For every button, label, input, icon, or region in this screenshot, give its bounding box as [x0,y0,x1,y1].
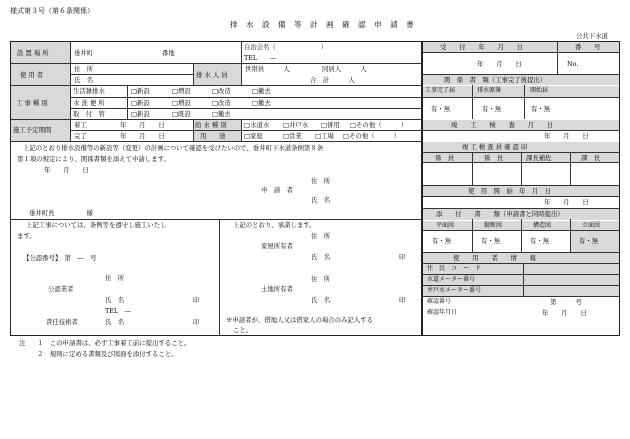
land-owner-addr: 住 所 [311,275,331,283]
doc-col-ledger: 排水原簿 [477,87,502,94]
checkbox-new[interactable]: □新設 [131,99,150,107]
contractor-cert: 【公認番号】 第 ― 号 [23,254,97,262]
site-tel: TEL ― [244,54,277,62]
attach-col-structure: 構造図 [533,222,552,229]
doc-col-completion: 工事完了届 [425,87,456,94]
yes-no-toggle[interactable]: 有・無 [432,237,452,245]
checkbox-business[interactable]: □営業 [283,132,302,140]
house-owner-label: 家屋所有者 [261,242,293,250]
site-banchi: 番地 [162,49,175,57]
schedule-end-date: 年 月 日 [120,132,165,140]
land-owner-label: 土地所有者 [261,285,293,293]
checkbox-extend[interactable]: □増設 [172,87,191,95]
contractor-company: 公認業者 [48,285,74,293]
engineer-label: 責任技術者 [46,318,78,326]
role-chief: 係 長 [484,154,504,162]
form-title: 排 水 設 備 等 計 画 確 認 申 請 書 [230,20,417,29]
checkbox-well-water[interactable]: □井戸水 [283,121,309,129]
apply-date: 年 月 日 [44,166,89,174]
water-meter-label: 水道メーター番号 [427,276,476,283]
confirm-no-label: 確認番号 [427,298,452,305]
apply-text-line1: 上記のとおり排水設備等の新設等（変更）の計画について確認を受けたいので、垂井町下水道条例第８条 [23,144,324,152]
checkbox-remove[interactable]: □撤去 [252,87,271,95]
start-date: 年 月 日 [544,198,589,206]
yes-no-toggle[interactable]: 有・無 [579,237,599,245]
contractor-text-line1: 上記工事については、条例等を遵守し施工いたし [26,221,167,229]
role-staff: 係 員 [435,154,455,162]
site-label: 設 置 場 所 [17,49,49,57]
receipt-no: No. [567,60,579,68]
applicant-label: 申 請 者 [261,186,293,194]
contractor-name: 氏 名 [105,296,125,304]
attach-header: 添 付 書 類（申請書と同時提出） [436,210,564,218]
applicant-addr: 住 所 [311,177,331,185]
engineer-seal: 印 [193,318,200,326]
schedule-start: 着工 [74,121,87,129]
house-owner-seal: 印 [399,253,406,261]
well-meter-label: 井戸水メーター番号 [427,287,482,294]
form-number: 様式第３号（第６条関係） [10,7,94,15]
checkbox-other[interactable]: □その他（ ） [343,132,401,140]
drain-count-label: 排 水 人 員 [196,71,228,79]
receipt-date-header: 受 付 年 月 日 [440,43,524,51]
checkbox-tap-water[interactable]: □水道水 [244,121,270,129]
contractor-addr: 住 所 [105,274,125,282]
confirm-date-label: 確認年月日 [427,309,458,316]
user-name: 氏 名 [74,76,94,84]
role-deputy: 課長補佐 [526,154,552,162]
house-owner-name: 氏 名 [311,253,331,261]
checkbox-combined[interactable]: □併用 [321,121,340,129]
schedule-end: 完了 [74,132,87,140]
note-item: １ この申請書は、必ず工事着工前に提出すること。 [37,339,191,347]
receipt-date: 年 月 日 [477,60,522,68]
site-assoc: 自治会名（ ） [244,43,328,51]
drain-lodger: 同居人 人 [322,65,367,73]
confirm-date-value: 年 月 日 [542,309,587,317]
drain-household: 世帯員 人 [245,65,290,73]
checkbox-new[interactable]: □新設 [131,87,150,95]
house-owner-addr: 住 所 [311,232,331,240]
yes-no-toggle[interactable]: 有・無 [530,237,550,245]
apply-text-line2: 第１項の規定により、関係書類を添えて申請します。 [17,155,170,163]
applicant-name: 氏 名 [311,196,331,204]
checkbox-remove[interactable]: □撤去 [212,110,231,118]
schedule-label: 施工予定期間 [13,126,52,134]
note-item: ２ 規則に定める書類及び図面を添付すること。 [37,350,178,358]
checkers-header: 竣 工 検 査 員 確 認 印 [462,143,528,151]
checkbox-modify[interactable]: □改造 [212,87,231,95]
checkbox-other[interactable]: □その他（ ） [350,121,408,129]
engineer-name: 氏 名 [105,318,125,326]
attach-col-elevation: 立面図 [582,222,601,229]
contractor-tel: TEL ― [105,307,131,315]
checkbox-factory[interactable]: □工場 [315,132,334,140]
user-addr: 住 所 [74,65,94,73]
drain-total: 合 計 人 [310,76,355,84]
work-type-label: 工 事 種 別 [16,99,48,107]
checkbox-remove[interactable]: □撤去 [252,99,271,107]
checkbox-new[interactable]: □新設 [131,110,150,118]
mayor: 垂井町長 様 [29,209,93,217]
user-label: 使 用 者 [20,71,44,79]
consent-note-line1: ※申請者が、借地人又は借家人の場合のみ記入する [226,316,373,324]
attach-col-plan: 平面図 [436,222,455,229]
checkbox-extend[interactable]: □増設 [172,99,191,107]
inspection-header: 竣 工 検 査 月 日 [451,121,554,129]
user-info-header: 使 用 者 情 報 [453,254,537,262]
checkbox-existing[interactable]: □既設 [172,110,191,118]
schedule-start-date: 年 月 日 [120,121,165,129]
inspection-date: 年 月 日 [544,132,589,140]
contractor-seal: 印 [193,296,200,304]
contractor-text-line2: ます。 [17,232,36,240]
work-type-row-name: 生活雑排水 [73,87,105,95]
confirm-no-value: 第 号 [550,298,582,306]
yes-no-toggle[interactable]: 有・無 [482,105,502,113]
work-type-row-name: 水 洗 便 所 [73,99,105,107]
site-town: 垂井町 [74,49,94,57]
checkbox-modify[interactable]: □改造 [212,99,231,107]
yes-no-toggle[interactable]: 有・無 [431,105,451,113]
land-owner-name: 氏 名 [311,296,331,304]
water-supply-label: 給 水 種 別 [195,121,227,129]
notes-head: 注 [19,339,26,347]
org-name: 公共下水道 [576,32,608,40]
work-type-row-name: 取 付 管 [73,110,105,118]
consent-text: 上記のとおり、承諾します。 [233,221,316,229]
land-owner-seal: 印 [399,296,406,304]
role-manager: 課 長 [581,154,601,162]
doc-col-start: 開始届 [530,87,549,94]
receipt-no-header: 番 号 [575,43,601,51]
attach-col-section: 縦断図 [484,222,503,229]
yes-no-toggle[interactable]: 有・無 [481,237,501,245]
docs-header: 関 係 書 類（工事完了後提出） [444,76,547,84]
consent-note-line2: こと。 [233,326,253,334]
usage-label: 用 途 [200,132,226,140]
resident-code-label: 住 民 コ ー ド [427,265,482,272]
yes-no-toggle[interactable]: 有・無 [531,105,551,113]
start-date-header: 使 用 開 始 年 月 日 [468,187,552,195]
checkbox-household[interactable]: □家庭 [244,132,263,140]
